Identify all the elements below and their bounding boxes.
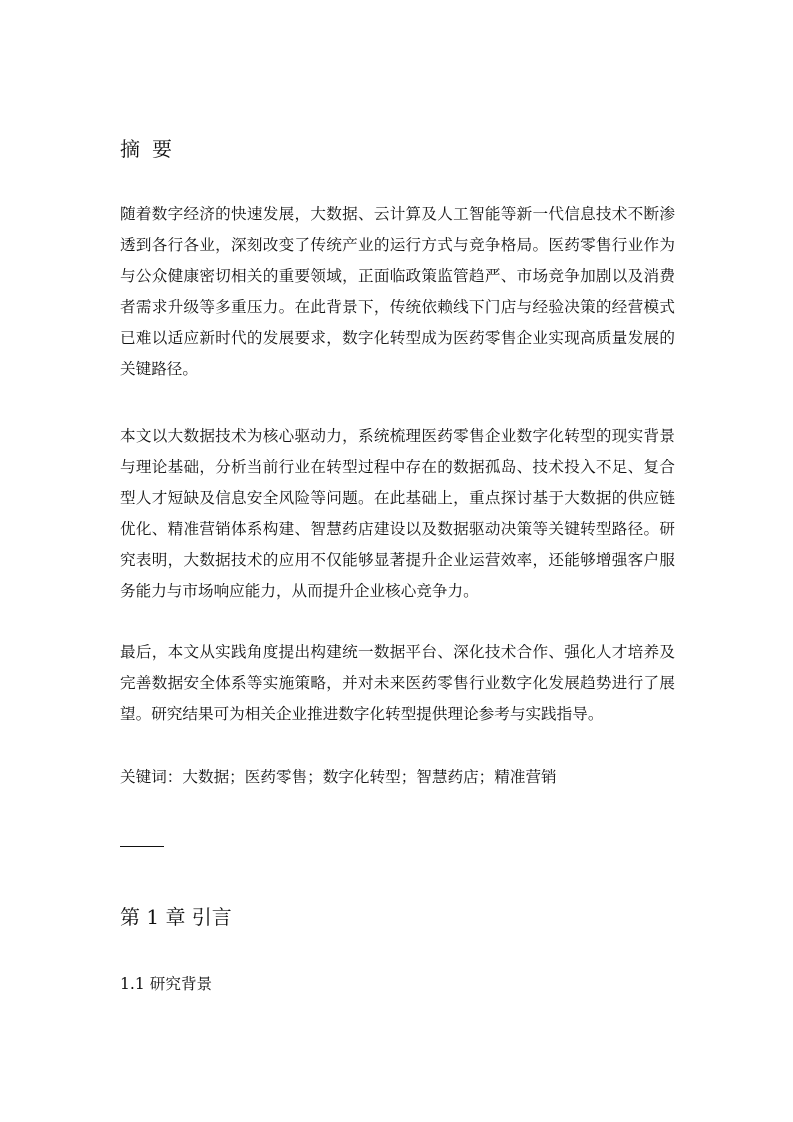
abstract-paragraph-2: 本文以大数据技术为核心驱动力，系统梳理医药零售企业数字化转型的现实背景与理论基础，分析当前行业在转型过程中存在的数据孤岛、技术投入不足、复合型人才短缺及信息安全风险等问题。在此基础上，重点探讨基于大数据的供应链优化、精准营销体系构建、智慧药店建设以及数据驱动决策等关键转型路径。研究表明，大数据技术的应用不仅能够显著提升企业运营效率，还能够增强客户服务能力与市场响应能力，从而提升企业核心竞争力。 [120,427,675,600]
chapter-title: 第 1 章 引言 [120,905,232,929]
abstract-paragraph-1: 随着数字经济的快速发展，大数据、云计算及人工智能等新一代信息技术不断渗透到各行各业，深刻改变了传统产业的运行方式与竞争格局。医药零售行业作为与公众健康密切相关的重要领域，正面临政策监管趋严、市场竞争加剧以及消费者需求升级等多重压力。在此背景下，传统依赖线下门店与经验决策的经营模式已难以适应新时代的发展要求，数字化转型成为医药零售企业实现高质量发展的关键路径。 [120,205,675,378]
abstract-paragraph-3: 最后，本文从实践角度提出构建统一数据平台、深化技术合作、强化人才培养及完善数据安全体系等实施策略，并对未来医药零售行业数字化发展趋势进行了展望。研究结果可为相关企业推进数字化转型提供理论参考与实践指导。 [120,643,675,723]
keywords-line: 关键词：大数据；医药零售；数字化转型；智慧药店；精准营销 [120,768,557,786]
section-title: 1.1 研究背景 [120,975,213,993]
section-divider [120,846,164,847]
abstract-title: 摘要 [120,137,184,161]
